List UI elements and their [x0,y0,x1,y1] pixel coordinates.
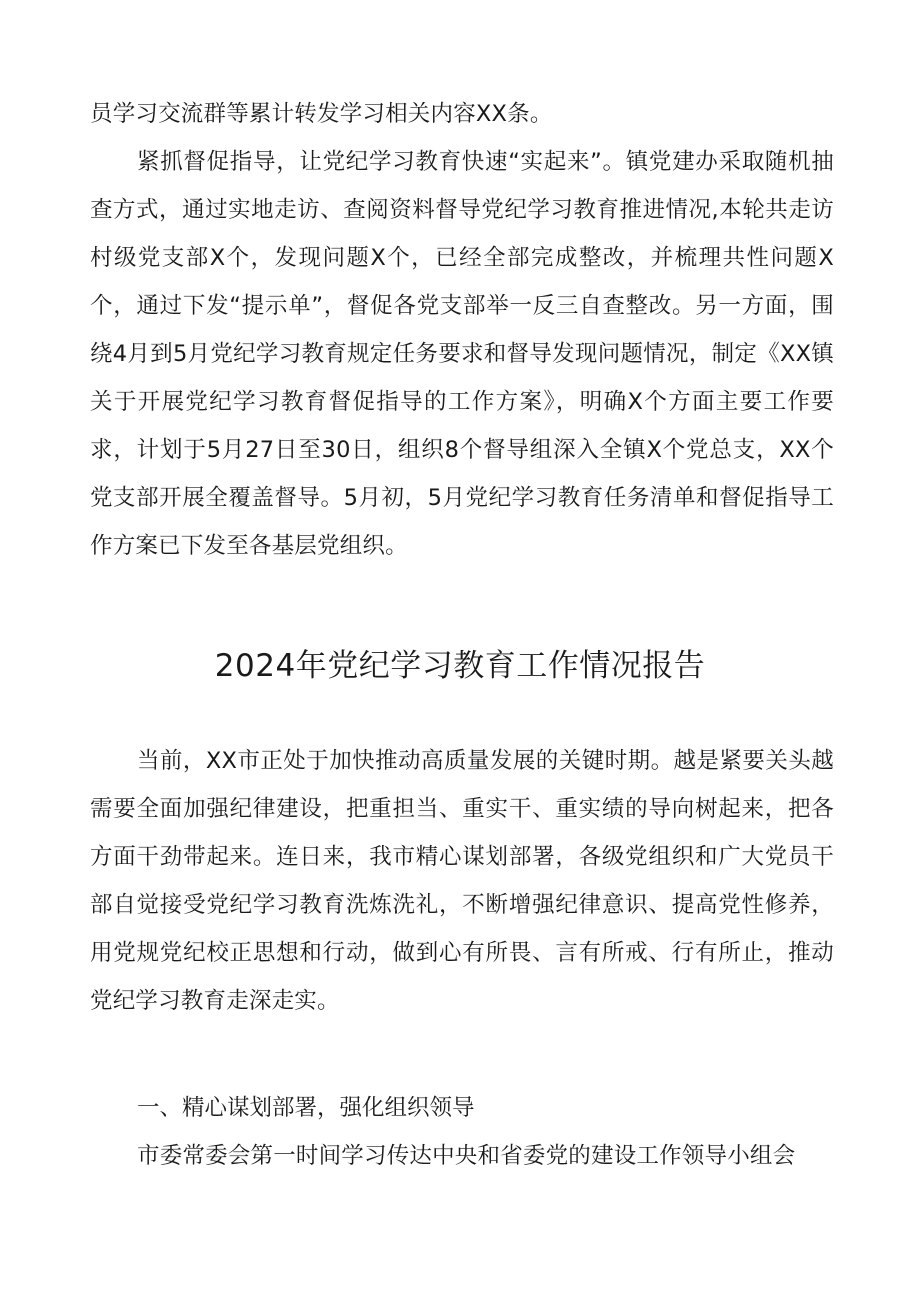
continuation-paragraph [90,90,834,138]
supervision-text: 紧抓督促指导，让党纪学习教育快速“实起来”。镇党建办采取随机抽查方式，通过实地走访、查阅资料督导党纪学习教育推进情况,本轮共走访村级党支部X个，发现问题X个，已经全部完成整改，并梳理共性问题X个，通过下发“提示单”，督促各党支部举一反三自查整改。另一方面，围绕4月到5月党纪学习教育规定任务要求和督导发现问题情况，制定《XX镇关于开展党纪学习教育督促指导的工作方案》，明确X个方面主要工作要求，计划于5月27日至30日，组织8个督导组深入全镇X个党总支，XX个党支部开展全覆盖督导。5月初，5月党纪学习教育任务清单和督促指导工作方案已下发至各基层党组织。 [90,149,834,559]
section-paragraph-text: 市委常委会第一时间学习传达中央和省委党的建设工作领导小组会 [137,1143,796,1169]
continuation-text: 员学习交流群等累计转发学习相关内容XX条。 [90,101,553,127]
section-heading: 一、精心谋划部署，强化组织领导 [137,1095,475,1121]
intro-paragraph [90,737,834,1025]
report-title: 2024年党纪学习教育工作情况报告 [214,648,706,684]
intro-text: 当前，XX市正处于加快推动高质量发展的关键时期。越是紧要关头越需要全面加强纪律建设，把重担当、重实干、重实绩的导向树起来，把各方面干劲带起来。连日来，我市精心谋划部署，各级党组织和广大党员干部自觉接受党纪学习教育洗炼洗礼，不断增强纪律意识、提高党性修养，用党规党纪校正思想和行动，做到心有所畏、言有所戒、行有所止，推动党纪学习教育走深走实。 [90,748,834,1014]
section-paragraph [90,1132,834,1180]
supervision-paragraph [90,138,834,570]
